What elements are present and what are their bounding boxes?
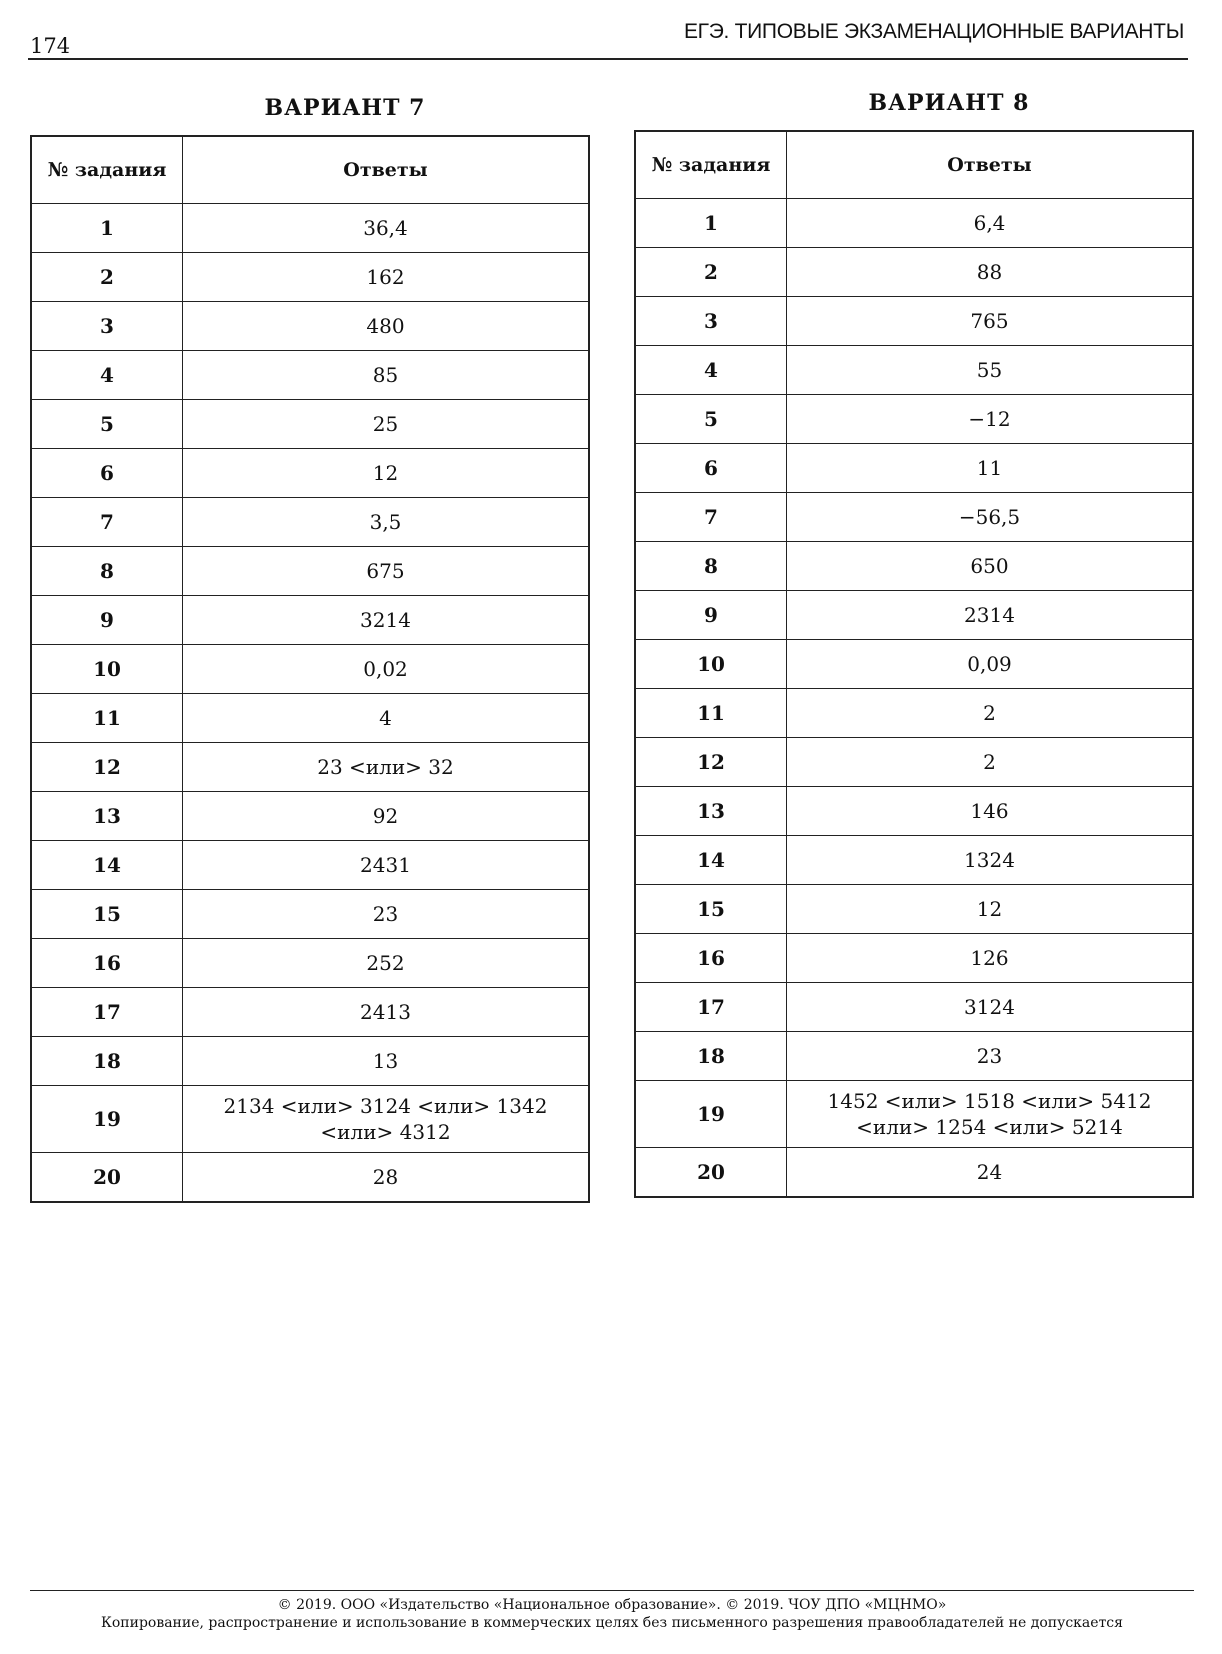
answer-line: <или> 4312 <box>320 1120 451 1144</box>
task-number-cell: 1 <box>635 199 787 248</box>
answer-cell: 2431 <box>183 841 590 890</box>
table-row <box>31 547 589 596</box>
table-row <box>635 493 1193 542</box>
answer-cell: 85 <box>183 351 590 400</box>
table-row <box>635 297 1193 346</box>
answers-body <box>31 204 589 1203</box>
task-number-cell: 5 <box>31 400 183 449</box>
task-number-cell: 3 <box>635 297 787 346</box>
answer-cell: 1324 <box>787 836 1194 885</box>
table-row <box>635 640 1193 689</box>
answer-cell: −56,5 <box>787 493 1194 542</box>
task-number-cell: 10 <box>31 645 183 694</box>
answer-cell: 55 <box>787 346 1194 395</box>
answer-cell: 25 <box>183 400 590 449</box>
table-row <box>635 591 1193 640</box>
answer-cell: 162 <box>183 253 590 302</box>
answer-cell: 23 <box>787 1032 1194 1081</box>
answer-line: 2134 <или> 3124 <или> 1342 <box>223 1094 548 1118</box>
table-row <box>635 934 1193 983</box>
table-row <box>635 248 1193 297</box>
answers-header: Ответы <box>787 131 1194 199</box>
table-row <box>31 988 589 1037</box>
task-number-cell: 2 <box>635 248 787 297</box>
task-number-cell: 7 <box>31 498 183 547</box>
variant-title: ВАРИАНТ 8 <box>868 90 1030 116</box>
task-number-cell: 12 <box>635 738 787 787</box>
answer-cell: 480 <box>183 302 590 351</box>
answer-cell: −12 <box>787 395 1194 444</box>
table-row <box>31 694 589 743</box>
task-number-header: № задания <box>635 131 787 199</box>
task-number-cell: 13 <box>635 787 787 836</box>
variant-7-section <box>30 95 590 1203</box>
task-number-cell: 3 <box>31 302 183 351</box>
task-number-cell: 15 <box>635 885 787 934</box>
header-rule <box>28 58 1188 60</box>
answer-cell: 11 <box>787 444 1194 493</box>
table-row <box>31 302 589 351</box>
table-row <box>635 346 1193 395</box>
answer-line: 1452 <или> 1518 <или> 5412 <box>827 1089 1152 1113</box>
task-number-cell: 7 <box>635 493 787 542</box>
task-number-cell: 6 <box>31 449 183 498</box>
answer-cell: 24 <box>787 1148 1194 1198</box>
table-row <box>635 885 1193 934</box>
copyright-line: © 2019. ООО «Издательство «Национальное образование». © 2019. ЧОУ ДПО «МЦНМО» <box>277 1597 947 1613</box>
answer-cell: 2 <box>787 738 1194 787</box>
table-row <box>31 743 589 792</box>
task-number-cell: 13 <box>31 792 183 841</box>
table-row <box>635 738 1193 787</box>
answer-cell: 92 <box>183 792 590 841</box>
answer-line: <или> 1254 <или> 5214 <box>856 1115 1123 1139</box>
answer-cell: 765 <box>787 297 1194 346</box>
answer-cell: 36,4 <box>183 204 590 253</box>
running-title: ЕГЭ. ТИПОВЫЕ ЭКЗАМЕНАЦИОННЫЕ ВАРИАНТЫ <box>683 20 1184 43</box>
task-number-cell: 12 <box>31 743 183 792</box>
task-number-cell: 11 <box>635 689 787 738</box>
answers-header: Ответы <box>183 136 590 204</box>
task-number-cell: 9 <box>31 596 183 645</box>
answer-cell: 6,4 <box>787 199 1194 248</box>
answer-cell: 146 <box>787 787 1194 836</box>
answer-cell: 3,5 <box>183 498 590 547</box>
table-row <box>635 1148 1193 1198</box>
answer-cell: 2413 <box>183 988 590 1037</box>
table-row <box>31 449 589 498</box>
table-row <box>635 983 1193 1032</box>
task-number-cell: 17 <box>635 983 787 1032</box>
answer-cell: 23 <box>183 890 590 939</box>
answer-cell: 252 <box>183 939 590 988</box>
task-number-cell: 19 <box>635 1081 787 1148</box>
variant-title: ВАРИАНТ 7 <box>264 95 426 121</box>
table-row <box>31 645 589 694</box>
task-number-cell: 11 <box>31 694 183 743</box>
table-header-row <box>635 131 1193 199</box>
task-number-cell: 14 <box>635 836 787 885</box>
answer-cell: 2314 <box>787 591 1194 640</box>
table-row <box>635 1032 1193 1081</box>
answer-cell <box>183 1086 590 1153</box>
answers-table <box>634 130 1194 1198</box>
task-number-cell: 6 <box>635 444 787 493</box>
task-number-cell: 18 <box>635 1032 787 1081</box>
answer-cell: 675 <box>183 547 590 596</box>
table-row <box>31 792 589 841</box>
table-row <box>31 890 589 939</box>
copyright-notice: Копирование, распространение и использование в коммерческих целях без письменного разрешения правообладателей не допускается <box>101 1615 1123 1631</box>
table-row <box>635 199 1193 248</box>
table-row <box>31 253 589 302</box>
table-row <box>635 689 1193 738</box>
answer-cell: 650 <box>787 542 1194 591</box>
table-row <box>31 939 589 988</box>
answer-cell: 88 <box>787 248 1194 297</box>
task-number-header: № задания <box>31 136 183 204</box>
task-number-cell: 14 <box>31 841 183 890</box>
answer-cell <box>787 1081 1194 1148</box>
answer-cell: 2 <box>787 689 1194 738</box>
task-number-cell: 8 <box>635 542 787 591</box>
task-number-cell: 16 <box>635 934 787 983</box>
task-number-cell: 16 <box>31 939 183 988</box>
table-row <box>31 596 589 645</box>
task-number-cell: 10 <box>635 640 787 689</box>
task-number-cell: 18 <box>31 1037 183 1086</box>
table-row <box>31 1037 589 1086</box>
answer-cell: 12 <box>787 885 1194 934</box>
task-number-cell: 5 <box>635 395 787 444</box>
answers-table <box>30 135 590 1203</box>
task-number-cell: 1 <box>31 204 183 253</box>
task-number-cell: 9 <box>635 591 787 640</box>
task-number-cell: 20 <box>635 1148 787 1198</box>
table-row <box>31 1153 589 1203</box>
task-number-cell: 20 <box>31 1153 183 1203</box>
answer-cell: 13 <box>183 1037 590 1086</box>
table-row <box>635 542 1193 591</box>
variant-8-section <box>634 90 1194 1198</box>
footer-rule <box>30 1590 1194 1591</box>
footer <box>30 1596 1194 1632</box>
answers-body <box>635 199 1193 1198</box>
answer-cell: 12 <box>183 449 590 498</box>
table-row <box>31 1086 589 1153</box>
task-number-cell: 8 <box>31 547 183 596</box>
task-number-cell: 15 <box>31 890 183 939</box>
table-row <box>635 787 1193 836</box>
table-row <box>31 841 589 890</box>
table-row <box>31 498 589 547</box>
table-row <box>635 395 1193 444</box>
table-header-row <box>31 136 589 204</box>
table-row <box>31 400 589 449</box>
answer-cell: 23 <или> 32 <box>183 743 590 792</box>
task-number-cell: 17 <box>31 988 183 1037</box>
answer-cell: 3214 <box>183 596 590 645</box>
task-number-cell: 4 <box>31 351 183 400</box>
answer-cell: 3124 <box>787 983 1194 1032</box>
table-row <box>635 1081 1193 1148</box>
answer-cell: 4 <box>183 694 590 743</box>
table-row <box>635 444 1193 493</box>
page-number: 174 <box>30 34 71 58</box>
answer-cell: 0,09 <box>787 640 1194 689</box>
table-row <box>31 351 589 400</box>
answer-cell: 28 <box>183 1153 590 1203</box>
task-number-cell: 4 <box>635 346 787 395</box>
table-row <box>31 204 589 253</box>
answer-cell: 0,02 <box>183 645 590 694</box>
table-row <box>635 836 1193 885</box>
task-number-cell: 19 <box>31 1086 183 1153</box>
task-number-cell: 2 <box>31 253 183 302</box>
answer-cell: 126 <box>787 934 1194 983</box>
